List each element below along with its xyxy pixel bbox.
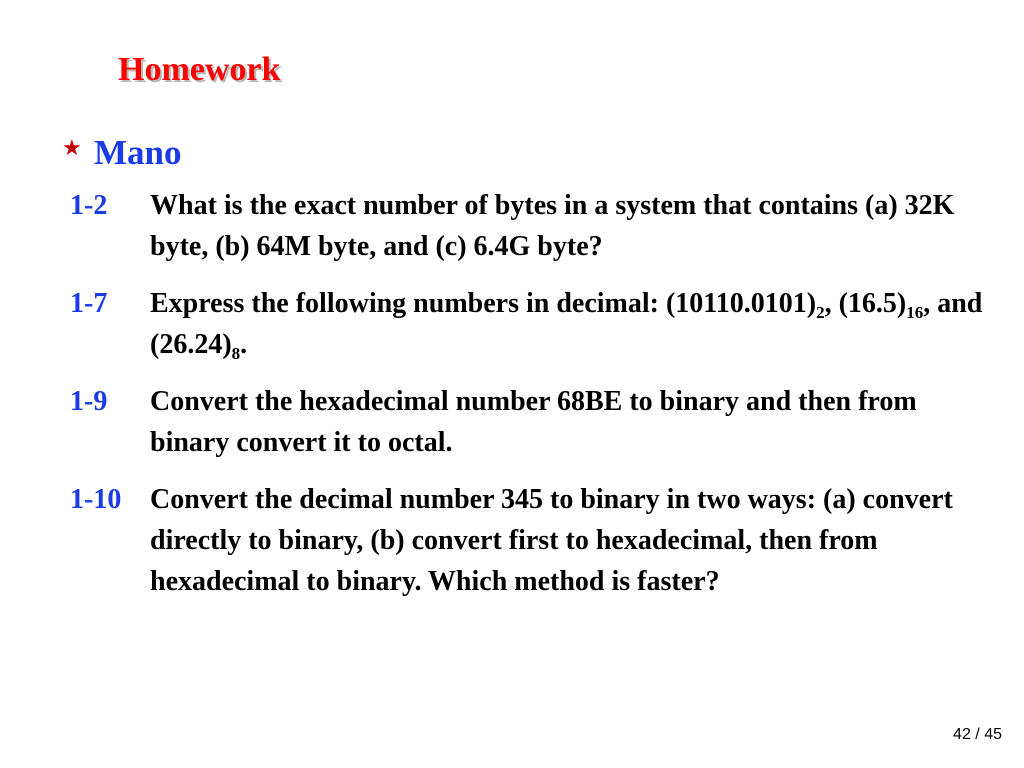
- problem-item: [70, 185, 990, 267]
- problem-list: [70, 185, 990, 618]
- problem-text-part: , and (26.24): [150, 288, 983, 360]
- star-icon: ★: [62, 136, 82, 161]
- problem-text-part: .: [240, 329, 248, 360]
- problem-item: [70, 381, 990, 463]
- problem-item: [70, 283, 990, 365]
- problem-text: Convert the hexadecimal number 68BE to binary and then from binary convert it to octal.: [150, 386, 917, 458]
- subscript: 16: [906, 303, 924, 322]
- problem-number: 1-10: [70, 484, 122, 515]
- problem-number: 1-2: [70, 190, 108, 221]
- problem-item: [70, 479, 990, 602]
- slide-title: Homework: [118, 51, 281, 88]
- problem-text: [150, 283, 990, 365]
- problem-text: Convert the decimal number 345 to binary in two ways: (a) convert directly to binary, (b) convert first to hexadecimal, then from hexadecimal to binary. Which method is faster?: [150, 484, 953, 597]
- subscript: 8: [231, 344, 241, 363]
- page-number: [953, 726, 1002, 744]
- problem-text-part: Express the following numbers in decimal: (10110.0101): [150, 288, 817, 319]
- problem-number: 1-7: [70, 288, 108, 319]
- subscript: 2: [816, 303, 825, 322]
- problem-text: What is the exact number of bytes in a system that contains (a) 32K byte, (b) 64M byte, and (c) 6.4G byte?: [150, 190, 955, 262]
- section-heading: [62, 130, 182, 174]
- page-separator: /: [975, 726, 980, 743]
- page-total: 45: [984, 726, 1002, 743]
- page-current: 42: [953, 726, 971, 743]
- problem-text-part: , (16.5): [824, 288, 907, 319]
- section-label: Mano: [94, 132, 182, 172]
- problem-number: 1-9: [70, 386, 108, 417]
